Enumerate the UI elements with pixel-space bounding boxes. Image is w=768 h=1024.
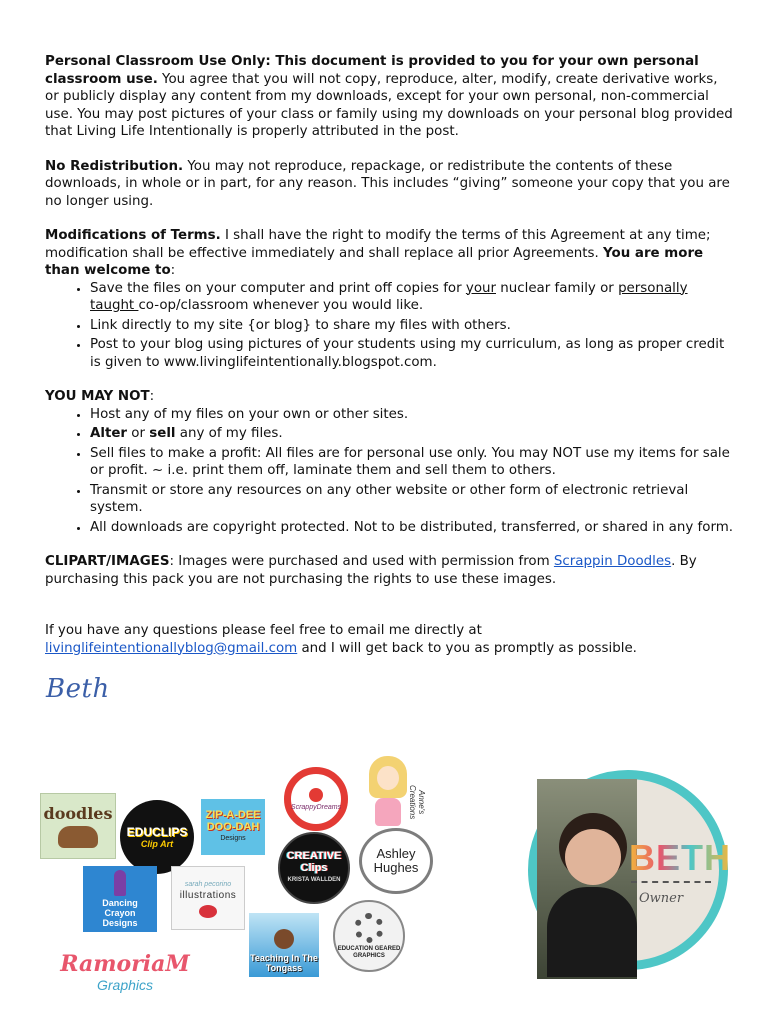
teaching-tongass-logo — [249, 913, 319, 977]
allowed-list — [45, 280, 735, 372]
gear-icon — [354, 913, 384, 943]
dashed-arrow — [631, 881, 711, 883]
redistribution-heading: No Redistribution. — [45, 158, 184, 174]
owner-name: BETH — [629, 837, 731, 878]
list-item — [90, 482, 735, 517]
not-allowed-list — [45, 406, 735, 537]
sarah-pecorino-logo — [171, 866, 245, 930]
clipart-body: : Images were purchased and used with permission from — [169, 554, 554, 569]
educlips-logo — [120, 800, 194, 874]
educlips-sub: Clip Art — [140, 839, 174, 849]
list-item — [90, 519, 735, 537]
owner-title: Owner — [639, 891, 684, 906]
poppy-icon — [309, 788, 323, 802]
contact-tail: and I will get back to you as promptly as possible. — [297, 640, 637, 656]
person-photo — [565, 829, 621, 885]
allowed-item-text: Link directly to my site {or blog} to share my files with others. — [90, 317, 511, 333]
owner-photo — [528, 770, 731, 970]
annes-creations-logo — [356, 752, 426, 832]
ramoriam-graphics-logo — [40, 947, 210, 997]
modifications-body: I shall have the right to modify the terms of this Agreement at any time; modification shall be effective immediately and shall replace all prior Agreements. — [45, 228, 711, 261]
teaching-name: Teaching In The Tongass — [250, 953, 318, 973]
zip-a-dee-logo — [201, 799, 265, 855]
scrappy-dreams-logo — [284, 767, 348, 831]
not-allowed-item-text: Sell files to make a profit: All files are for personal use only. You may NOT use my items for sale or profit. ~ i.e. print them off, laminate them and sell them to others. — [90, 445, 730, 478]
scrappy-name: ScrappyDreams — [290, 803, 342, 811]
crayon-icon — [114, 870, 126, 896]
ashley-hughes-logo — [359, 828, 433, 894]
bear-icon — [58, 826, 98, 848]
ramoriam-sub: Graphics — [96, 977, 154, 993]
zip-a-dee-sub: Designs — [220, 835, 246, 842]
contact-line: If you have any questions please feel free to email me directly at — [45, 623, 482, 638]
personal-use-body: You agree that you will not copy, reproduce, alter, modify, create derivative works, or publicly display any content from my downloads, except for your own personal, non-commercial use. You may post pictures of your class or family using my downloads on your personal blog provided that Living Life Intentionally is properly attributed in the post. — [45, 71, 733, 139]
zip-a-dee-name: ZIP-A-DEE DOO-DAH — [205, 809, 261, 833]
not-allowed-item-text: any of my files. — [175, 426, 283, 441]
person-shirt — [547, 887, 637, 977]
sarah-name: illustrations — [179, 889, 237, 901]
egg-name: EDUCATION GEARED GRAPHICS — [337, 945, 401, 959]
personal-use-heading: Personal Classroom Use Only: This document is provided to you for your own personal classroom use. — [45, 54, 699, 87]
not-allowed-item-text: Host any of my files on your own or other sites. — [90, 406, 409, 422]
personal-use-paragraph — [45, 53, 735, 141]
scrappin-doodles-link[interactable]: Scrappin Doodles — [553, 554, 672, 569]
not-allowed-item-text: or — [127, 426, 150, 441]
list-item — [90, 445, 735, 480]
bird-icon — [199, 905, 217, 918]
allowed-item-text: nuclear family or — [496, 280, 619, 296]
may-not-heading-line — [45, 388, 735, 406]
redistribution-body: You may not reproduce, repackage, or redistribute the contents of these downloads, in whole or in part, for any reason. This includes “giving” someone your copy that you are no longer using. — [45, 158, 730, 209]
annes-name: Anne's Creations — [408, 784, 426, 820]
list-item — [90, 317, 735, 335]
alter-word: Alter — [90, 426, 128, 441]
not-allowed-item-text: Transmit or store any resources on any other website or other form of electronic retrieval system. — [90, 482, 689, 515]
ashley-name: Ashley Hughes — [373, 846, 419, 875]
allowed-item-personally: personally taught — [90, 280, 688, 313]
may-not-colon: : — [149, 389, 155, 404]
clipart-paragraph — [45, 553, 735, 588]
scrappin-logo-text: doodles — [43, 804, 113, 823]
may-not-heading: YOU MAY NOT — [45, 389, 150, 404]
sarah-top: sarah pecorino — [184, 880, 232, 888]
sell-word: sell — [149, 426, 176, 441]
educlips-name: EDUCLIPS — [126, 825, 188, 839]
girl-icon — [369, 756, 407, 828]
contact-email-link[interactable]: livinglifeintentionallyblog@gmail.com — [45, 640, 298, 656]
allowed-item-text: Post to your blog using pictures of your students using my curriculum, as long as proper credit is given to www.livinglifeintentionally.blogspot.com. — [90, 337, 725, 370]
contact-paragraph — [45, 622, 735, 657]
teacher-icon — [274, 929, 294, 949]
modifications-paragraph — [45, 227, 735, 280]
signature: Beth — [46, 674, 110, 704]
welcome-colon: : — [170, 263, 176, 278]
allowed-item-text: co-op/classroom whenever you would like. — [138, 298, 424, 313]
dancing-name: Dancing Crayon Designs — [102, 898, 138, 928]
allowed-item-text: Save the files on your computer and print off copies for — [90, 280, 466, 296]
terms-document — [45, 53, 735, 657]
dancing-crayon-logo — [83, 866, 157, 932]
creative-clips-logo — [278, 832, 350, 904]
list-item — [90, 425, 735, 443]
clipart-heading: CLIPART/IMAGES — [45, 554, 170, 569]
redistribution-paragraph — [45, 158, 735, 211]
creative-name: CREATIVE Clips — [286, 850, 342, 874]
scrappin-doodles-logo — [40, 793, 116, 859]
list-item — [90, 406, 735, 424]
ramoriam-name: RamoriaM — [60, 951, 190, 977]
welcome-heading: You are more than welcome to — [45, 245, 704, 278]
allowed-item-your: your — [465, 280, 496, 296]
creative-sub: KRISTA WALLDEN — [287, 877, 341, 883]
list-item — [90, 336, 735, 371]
list-item — [90, 280, 735, 315]
clipart-tail: . By purchasing this pack you are not purchasing the rights to use these images. — [45, 554, 697, 587]
modifications-heading: Modifications of Terms. — [45, 228, 221, 243]
education-geared-logo — [333, 900, 405, 972]
not-allowed-item-text: All downloads are copyright protected. Not to be distributed, transferred, or shared in any form. — [90, 519, 734, 535]
